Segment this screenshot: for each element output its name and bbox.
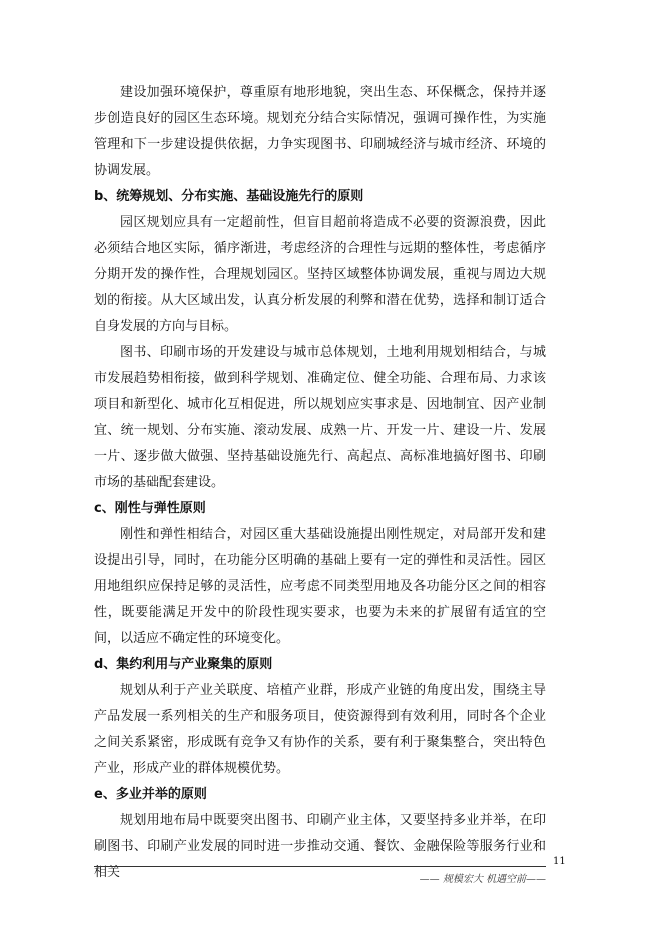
heading-principle-c: c、刚性与弹性原则: [94, 501, 206, 516]
paragraph-c: 刚性和弹性相结合，对园区重大基础设施提出刚性规定，对局部开发和建设提出引导，同时，在功能分区明确的基础上要有一定的弹性和灵活性。园区用地组织应保持足够的灵活性，应考虑不同类型用地及各功能分区之间的相容性，既要能满足开发中的阶段性现实要求，也要为未来的扩展留有适宜的空间，以适应不确定性的环境变化。: [94, 527, 546, 646]
paragraph-d: 规划从利于产业关联度、培植产业群，形成产业链的角度出发，围绕主导产品发展一系列相关的生产和服务项目，使资源得到有效利用，同时各个企业之间关系紧密，形成既有竞争又有协作的关系，要有利于聚集整合，突出特色产业，形成产业的群体规模优势。: [94, 683, 546, 776]
heading-principle-b: b、统筹规划、分布实施、基础设施先行的原则: [94, 189, 364, 204]
paragraph-b-1: 园区规划应具有一定超前性，但盲目超前将造成不必要的资源浪费，因此必须结合地区实际，循序渐进，考虑经济的合理性与远期的整体性，考虑循序分期开发的操作性，合理规划园区。坚持区域整体协调发展，重视与周边大规划的衔接。从大区域出发，认真分析发展的利弊和潜在优势，选择和制订适合自身发展的方向与目标。: [94, 215, 546, 334]
page-number: 11: [553, 856, 566, 867]
heading-principle-e: e、多业并举的原则: [94, 787, 207, 802]
footer-divider: [94, 866, 546, 867]
paragraph-intro: 建设加强环境保护，尊重原有地形地貌，突出生态、环保概念，保持并逐步创造良好的园区生态环境。规划充分结合实际情况，强调可操作性，为实施管理和下一步建设提供依据，力争实现图书、印刷城经济与城市经济、环境的协调发展。: [94, 85, 546, 178]
document-body: [94, 80, 546, 886]
paragraph-b-2: 图书、印刷市场的开发建设与城市总体规划，土地利用规划相结合，与城市发展趋势相衔接，做到科学规划、准确定位、健全功能、合理布局、力求该项目和新型化、城市化互相促进，所以规划应实事求是、因地制宜、因产业制宜、统一规划、分布实施、滚动发展、成熟一片、开发一片、建设一片、发展一片、逐步做大做强、坚持基础设施先行、高起点、高标准地搞好图书、印刷市场的基础配套建设。: [94, 345, 546, 490]
paragraph-e: 规划用地布局中既要突出图书、印刷产业主体，又要坚持多业并举，在印刷图书、印刷产业发展的同时进一步推动交通、餐饮、金融保险等服务行业和相关: [94, 813, 546, 880]
heading-principle-d: d、集约利用与产业聚集的原则: [94, 657, 273, 672]
footer-slogan: —— 规模宏大 机遇空前——: [419, 874, 546, 885]
